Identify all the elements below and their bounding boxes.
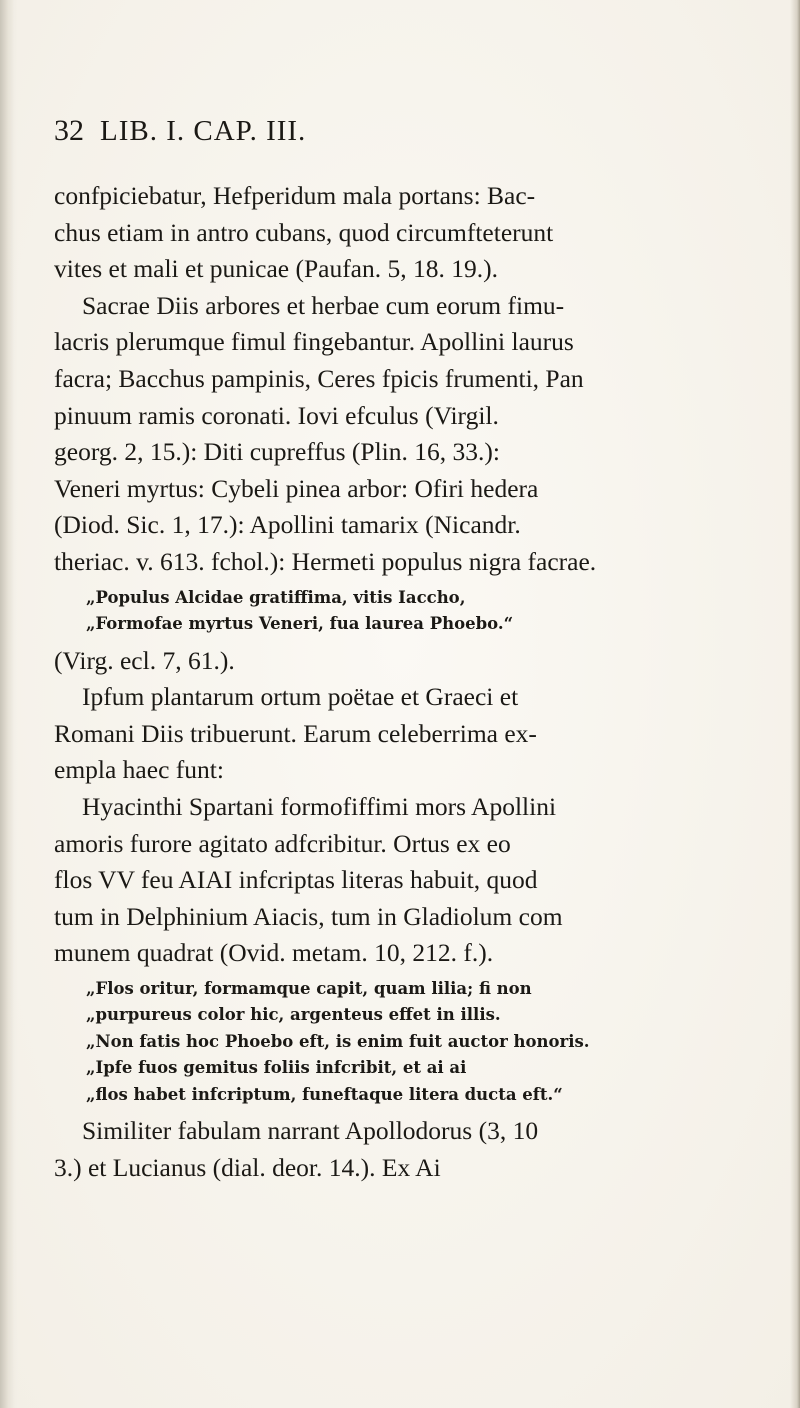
text-line: flos VV feu AIAI infcriptas literas habuit, quod xyxy=(54,865,538,895)
text-line: georg. 2, 15.): Diti cupreffus (Plin. 16, 33.): xyxy=(54,437,500,467)
text-line: (Diod. Sic. 1, 17.): Apollini tamarix (Nicandr. xyxy=(54,510,521,540)
quote-line: „flos habet infcriptum, funeftaque litera ducta eft.“ xyxy=(86,1084,563,1104)
text-line: chus etiam in antro cubans, quod circumfteterunt xyxy=(54,217,554,247)
text-line: vites et mali et punicae (Paufan. 5, 18. 19.). xyxy=(54,254,498,284)
text-line: Veneri myrtus: Cybeli pinea arbor: Ofiri hedera xyxy=(54,473,539,503)
quote-line: „Populus Alcidae gratiffima, vitis Iaccho, xyxy=(86,587,466,607)
running-head: LIB. I. CAP. III. xyxy=(100,115,307,147)
text-line: (Virg. ecl. 7, 61.). xyxy=(54,645,235,675)
text-line: amoris furore agitato adfcribitur. Ortus ex eo xyxy=(54,828,511,858)
text-line: 3.) et Lucianus (dial. deor. 14.). Ex Ai xyxy=(54,1152,441,1182)
page-number: 32 xyxy=(54,114,84,147)
page-gutter-shadow xyxy=(0,0,14,1408)
text-line: pinuum ramis coronati. Iovi efculus (Virgil. xyxy=(54,400,499,430)
text-line: empla haec funt: xyxy=(54,755,224,785)
text-line: Hyacinthi Spartani formofiffimi mors Apollini xyxy=(82,791,557,821)
text-line: Sacrae Diis arbores et herbae cum eorum fimu- xyxy=(82,290,565,320)
text-line: munem quadrat (Ovid. metam. 10, 212. f.). xyxy=(54,938,494,968)
text-line: facra; Bacchus pampinis, Ceres fpicis frumenti, Pan xyxy=(54,363,584,393)
text-line: tum in Delphinium Aiacis, tum in Gladiolum com xyxy=(54,901,563,931)
quote-line: „Flos oritur, formamque capit, quam lilia; fi non xyxy=(86,978,532,998)
text-line: confpiciebatur, Hefperidum mala portans: Bac- xyxy=(54,181,536,210)
quote-line: „Formofae myrtus Veneri, fua laurea Phoebo.“ xyxy=(86,614,514,634)
text-line: Ipfum plantarum ortum poëtae et Graeci et xyxy=(82,682,519,712)
text-line: Similiter fabulam narrant Apollodorus (3, 10 xyxy=(82,1116,539,1146)
page-header xyxy=(54,106,774,156)
text-line: theriac. v. 613. fchol.): Hermeti populus nigra facrae. xyxy=(54,546,597,576)
body-text xyxy=(54,178,796,1338)
text-line: Romani Diis tribuerunt. Earum celeberrima ex- xyxy=(54,718,537,748)
quote-line: „Non fatis hoc Phoebo eft, is enim fuit auctor honoris. xyxy=(86,1031,590,1051)
text-line: lacris plerumque fimul fingebantur. Apollini laurus xyxy=(54,327,574,357)
quote-line: „Ipfe fuos gemitus foliis infcribit, et ai ai xyxy=(86,1058,467,1078)
quote-line: „purpureus color hic, argenteus effet in illis. xyxy=(86,1005,501,1025)
